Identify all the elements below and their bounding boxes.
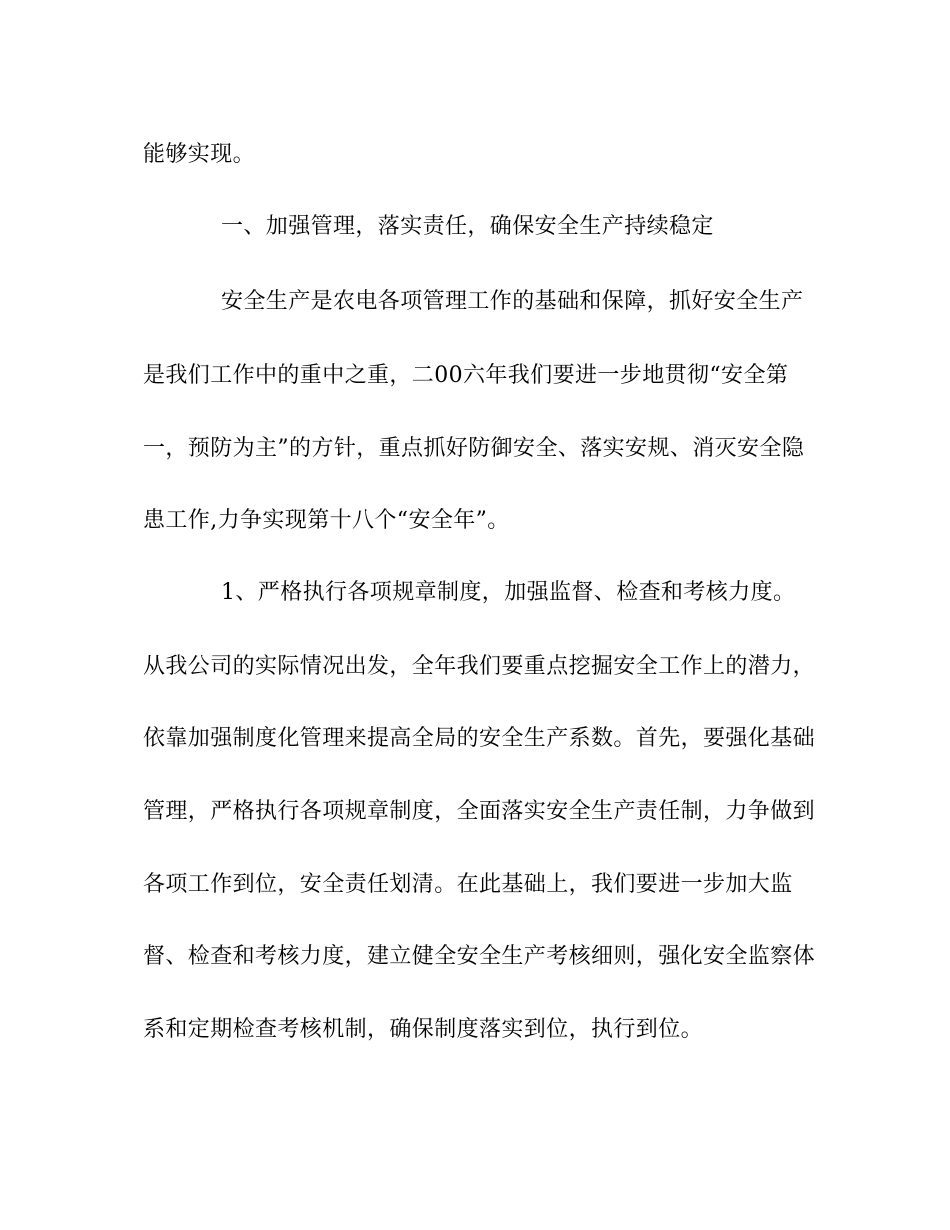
text-line: 督、检查和考核力度，建立健全安全生产考核细则，强化安全监察体 (143, 944, 816, 969)
text-line: 患工作,力争实现第十八个“安全年”。 (143, 508, 510, 533)
text-line: 各项工作到位，安全责任划清。在此基础上，我们要进一步加大监 (143, 872, 793, 897)
text-line: 一，预防为主”的方针，重点抓好防御安全、落实安规、消灭安全隐 (143, 436, 805, 461)
text-line: 从我公司的实际情况出发，全年我们要重点挖掘安全工作上的潜力， (143, 654, 816, 679)
text-line: 能够实现。 (143, 142, 256, 167)
text-line: 系和定期检查考核机制，确保制度落实到位，执行到位。 (143, 1017, 704, 1042)
text-line: 是我们工作中的重中之重，二00六年我们要进一步地贯彻“安全第 (143, 363, 789, 388)
section-heading: 一、加强管理，落实责任，确保安全生产持续稳定 (221, 214, 714, 239)
text-line: 管理，严格执行各项规章制度，全面落实安全生产责任制，力争做到 (143, 799, 816, 824)
subsection-heading: 1、严格执行各项规章制度，加强监督、检查和考核力度。 (221, 580, 796, 605)
text-line: 依靠加强制度化管理来提高全局的安全生产系数。首先，要强化基础 (143, 726, 816, 751)
text-line: 安全生产是农电各项管理工作的基础和保障，抓好安全生产 (221, 289, 804, 314)
